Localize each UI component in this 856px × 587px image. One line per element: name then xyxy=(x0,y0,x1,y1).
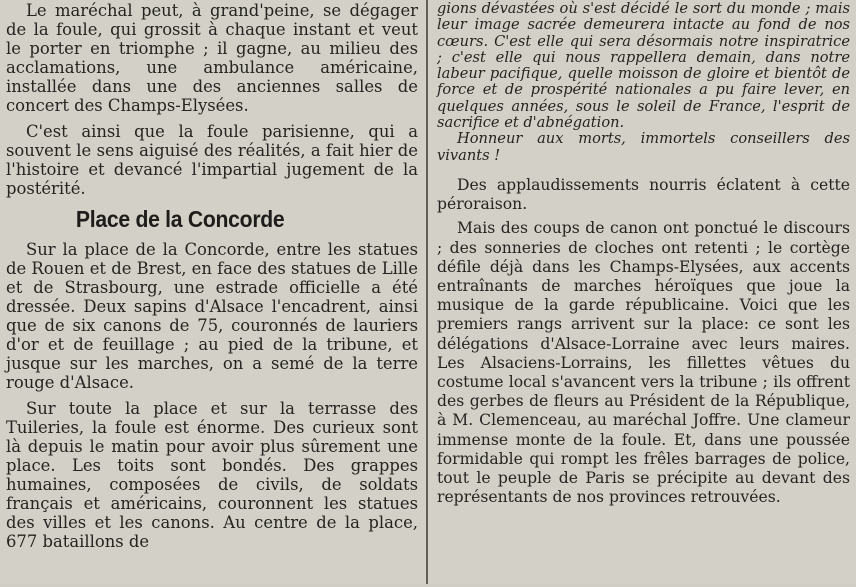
left-column xyxy=(6,0,418,587)
quote-regions-devastees: gions dévastées où s'est décidé le sort du monde ; mais leur image sacrée demeurera intacte au fond de nos cœurs. C'est elle qui sera désormais notre inspiratrice ; c'est elle qui nous rappellera demain, dans notre labeur pacifique, quelle moisson de gloire et bientôt de force et de prospérité nationales a pu faire lever, en quelques années, sous le soleil de France, l'esprit de sacrifice et d'abnégation. xyxy=(437,0,850,132)
paragraph-tuileries: Sur toute la place et sur la terrasse des Tuileries, la foule est énorme. Des curieux sont là depuis le matin pour avoir plus sûrement une place. Les toits sont bondés. Des grappes humaines, composées de civils, de soldats français et américains, couronnent les statues des villes et les canons. Au centre de la place, 677 bataillons de xyxy=(6,399,418,551)
column-rule xyxy=(426,0,428,584)
paragraph-applaudissements: Des applaudissements nourris éclatent à cette péroraison. xyxy=(437,175,850,214)
section-heading-concorde: Place de la Concorde xyxy=(75,206,285,233)
quote-honneur-aux-morts: Honneur aux morts, immortels conseillers des vivants ! xyxy=(437,130,850,164)
paragraph-estrade: Sur la place de la Concorde, entre les statues de Rouen et de Brest, en face des statues de Lille et de Strasbourg, une estrade officielle a été dressée. Deux sapins d'Alsace l'encadrent, ainsi que de six canons de 75, couronnés de lauriers d'or et de feuillage ; au pied de la tribune, et jusque sur les marches, on a semé de la terre rouge d'Alsace. xyxy=(6,240,418,393)
paragraph-cortege: Mais des coups de canon ont ponctué le discours ; des sonneries de cloches ont retenti ; le cortège défile déjà dans les Champs-Elysées, aux accents entraînants de marches héroïques que joue la musique de la garde républicaine. Voici que les premiers rangs arrivent sur la place: ce sont les délégations d'Alsace-Lorraine avec leurs maires. Les Alsaciens-Lorrains, les fillettes vêtues du costume local s'avancent vers la tribune ; ils offrent des gerbes de fleurs au Président de la République, à M. Clemenceau, au maréchal Joffre. Une clameur immense monte de la foule. Et, dans une poussée formidable qui rompt les frêles barrages de police, tout le peuple de Paris se précipite au devant des représentants de nos provinces retrouvées. xyxy=(437,219,850,507)
paragraph-marechal: Le maréchal peut, à grand'peine, se dégager de la foule, qui grossit à chaque instant et veut le porter en triomphe ; il gagne, au milieu des acclamations, une ambulance américaine, installée dans une des anciennes salles de concert des Champs-Elysées. xyxy=(6,0,418,115)
right-column xyxy=(437,0,850,587)
paragraph-foule-parisienne: C'est ainsi que la foule parisienne, qui a souvent le sens aiguisé des réalités, a fait hier de l'histoire et devancé l'impartial jugement de la postérité. xyxy=(6,121,418,198)
